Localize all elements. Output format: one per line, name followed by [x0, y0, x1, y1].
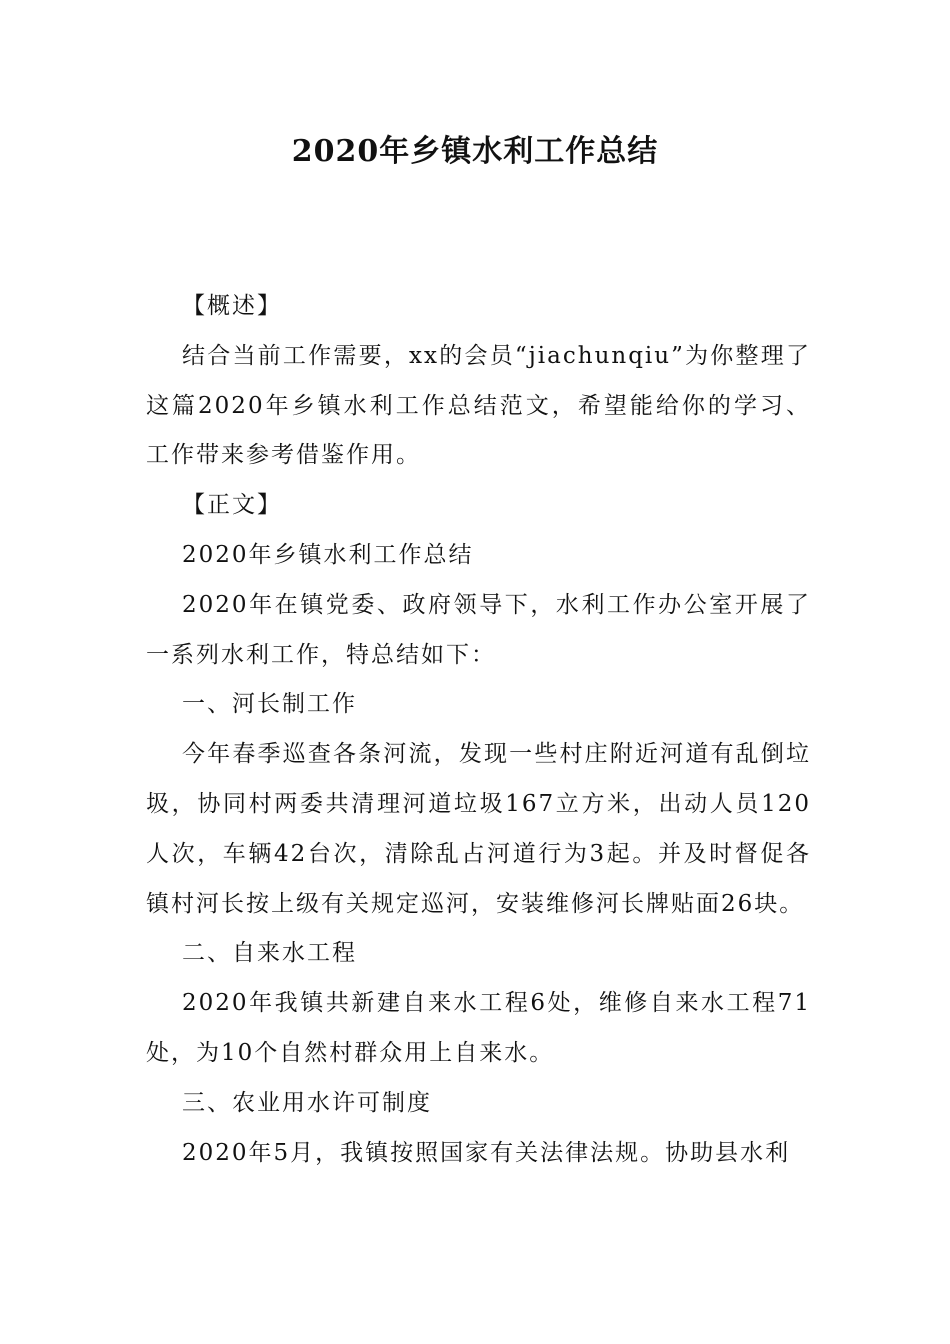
section-tag-overview: 【概述】 — [182, 293, 282, 319]
document-body — [146, 282, 811, 1178]
paragraph-subtitle: 2020年乡镇水利工作总结 — [182, 541, 474, 568]
paragraph-intro: 结合当前工作需要，xx的会员“jiachunqiu”为你整理了这篇2020年乡镇水利工作总结范文，希望能给你的学习、工作带来参考借鉴作用。 — [146, 342, 811, 469]
paragraph-tap-water: 2020年我镇共新建自来水工程6处，维修自来水工程71处，为10个自然村群众用上自来水。 — [146, 990, 811, 1066]
paragraph-river-chief: 今年春季巡查各条河流，发现一些村庄附近河道有乱倒垃圾，协同村两委共清理河道垃圾167立方米，出动人员120人次，车辆42台次，清除乱占河道行为3起。并及时督促各镇村河长按上级有关规定巡河，安装维修河长牌贴面26块。 — [146, 741, 811, 917]
heading-tap-water: 二、自来水工程 — [182, 940, 357, 967]
heading-water-permit: 三、农业用水许可制度 — [182, 1089, 432, 1116]
section-tag-main-text: 【正文】 — [182, 492, 282, 519]
paragraph-opening: 2020年在镇党委、政府领导下，水利工作办公室开展了一系列水利工作，特总结如下： — [146, 591, 811, 668]
paragraph-water-permit: 2020年5月，我镇按照国家有关法律法规。协助县水利 — [182, 1139, 791, 1166]
document-title: 2020年乡镇水利工作总结 — [291, 134, 659, 169]
heading-river-chief: 一、河长制工作 — [182, 691, 357, 718]
